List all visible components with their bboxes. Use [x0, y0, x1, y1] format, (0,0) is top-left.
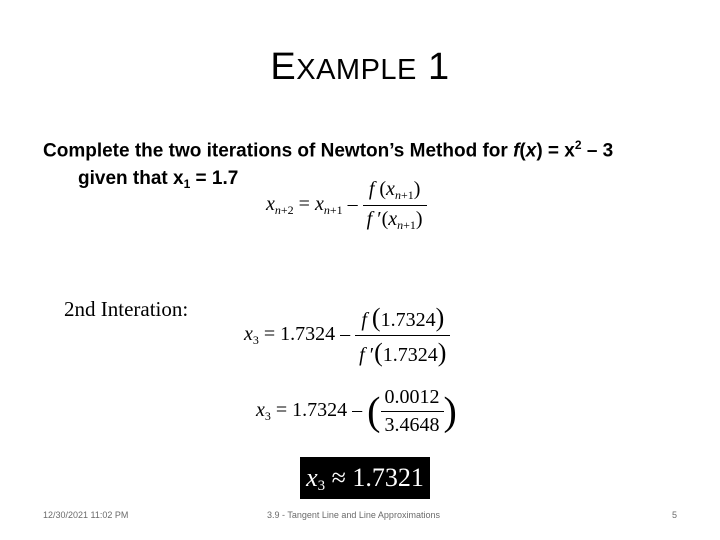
- problem-func: f: [513, 140, 520, 162]
- title-number: 1: [427, 46, 450, 88]
- title-first-letter: E: [270, 46, 297, 88]
- iteration-label: 2nd Interation:: [64, 297, 189, 321]
- problem-subscript: 1: [183, 177, 191, 192]
- problem-initial-value: = 1.7: [190, 168, 239, 190]
- footer-center: 3.9 - Tangent Line and Line Approximations: [267, 510, 440, 520]
- step1-value: 1.7324: [280, 323, 336, 346]
- problem-eq: = x: [542, 140, 575, 162]
- step1-den-value: 1.7324: [382, 344, 438, 366]
- step1-equation: $x_3 = 1.7324$ – $\frac{f (1.7324)}{f '(1.7324)}$: [244, 303, 450, 368]
- footer-date: 12/30/2021 11:02 PM: [43, 510, 129, 520]
- problem-text: Complete the two iterations of Newton’s Method for: [43, 140, 514, 162]
- footer-page: 5: [672, 510, 678, 520]
- problem-statement: Complete the two iterations of Newton’s Method for $f(x) = x^2 - 3$ given that $x_1 = 1.7$: [43, 138, 614, 192]
- step2-denominator: 3.4648: [381, 411, 444, 437]
- step2-equation: $x_3 = 1.7324$ – ( $\frac{0.0012}{3.4648}$ ): [256, 386, 457, 436]
- step2-numerator: 0.0012: [384, 386, 440, 408]
- problem-exponent: 2: [574, 138, 582, 152]
- problem-given: given that x: [78, 168, 184, 190]
- problem-tail: – 3: [581, 140, 614, 162]
- newton-formula: $x_{n+2} = x_{n+1}$ – $\frac{f (x_{n+1})}{f '(x_{n+1})}$: [266, 178, 427, 233]
- answer-box: $x_3 \approx 1.7321$: [300, 457, 430, 499]
- title-rest: XAMPLE: [296, 54, 417, 86]
- slide-title: [0, 46, 720, 89]
- step1-num-value: 1.7324: [380, 309, 436, 331]
- answer-value: 1.7321: [352, 463, 424, 492]
- step2-value: 1.7324: [292, 399, 348, 422]
